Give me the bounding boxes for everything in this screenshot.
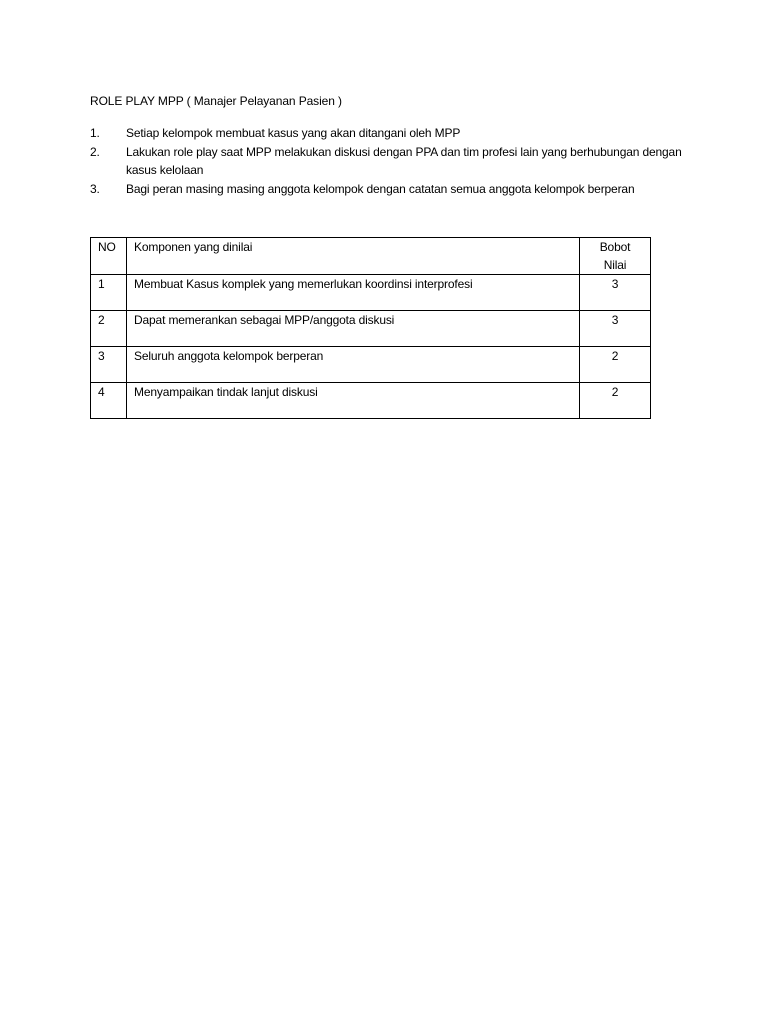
list-item — [90, 124, 690, 143]
list-item-number: 3. — [90, 181, 100, 196]
table-row — [91, 275, 651, 311]
list-item-number: 1. — [90, 126, 100, 140]
header-component: Komponen yang dinilai — [126, 238, 579, 275]
instruction-list — [90, 124, 690, 198]
table-row — [91, 383, 651, 419]
list-item — [90, 180, 690, 199]
cell-no: 4 — [91, 383, 127, 419]
list-item — [90, 143, 690, 180]
cell-component: Membuat Kasus komplek yang memerlukan koordinsi interprofesi — [126, 275, 579, 311]
list-item-number: 2. — [90, 144, 100, 159]
list-item-text: Setiap kelompok membuat kasus yang akan ditangani oleh MPP — [126, 126, 461, 140]
cell-component: Dapat memerankan sebagai MPP/anggota diskusi — [126, 311, 579, 347]
table-row — [91, 311, 651, 347]
header-weight-line1: Bobot — [599, 240, 631, 254]
table-row — [91, 347, 651, 383]
cell-weight: 2 — [580, 347, 651, 383]
header-no: NO — [91, 238, 127, 275]
table-header-row — [91, 238, 651, 275]
assessment-table — [90, 237, 651, 419]
cell-no: 1 — [91, 275, 127, 311]
cell-weight: 3 — [580, 311, 651, 347]
cell-weight: 3 — [580, 275, 651, 311]
list-item-text: Bagi peran masing masing anggota kelompok dengan catatan semua anggota kelompok berperan — [126, 181, 635, 196]
document-title: ROLE PLAY MPP ( Manajer Pelayanan Pasien ) — [90, 94, 342, 108]
cell-component: Seluruh anggota kelompok berperan — [126, 347, 579, 383]
list-item-text: Lakukan role play saat MPP melakukan diskusi dengan PPA dan tim profesi lain yang berhubungan dengan kasus kelolaan — [126, 144, 682, 177]
cell-component: Menyampaikan tindak lanjut diskusi — [126, 383, 579, 419]
cell-no: 2 — [91, 311, 127, 347]
header-weight — [580, 238, 651, 275]
cell-no: 3 — [91, 347, 127, 383]
header-weight-line2: Nilai — [603, 257, 627, 272]
cell-weight: 2 — [580, 383, 651, 419]
